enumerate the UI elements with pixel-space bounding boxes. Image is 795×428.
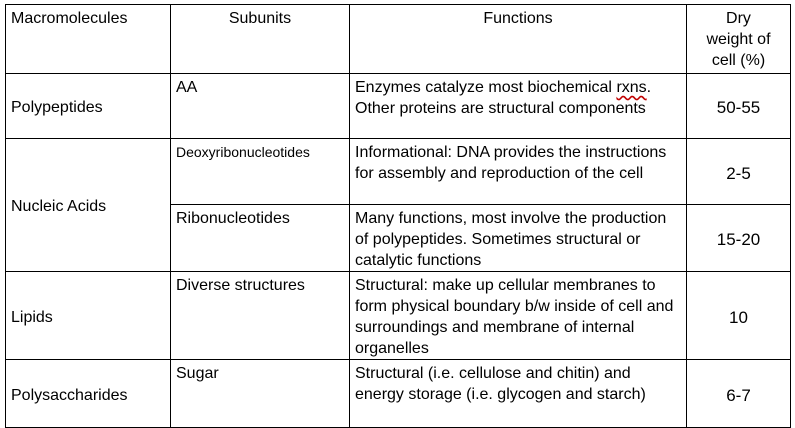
dry-weight-cell: 2-5 [687, 139, 791, 205]
header-row [6, 5, 791, 74]
dry-weight-cell: 10 [687, 272, 791, 360]
table-row [6, 272, 791, 360]
macromolecule-cell: Polypeptides [6, 74, 171, 139]
function-cell [350, 74, 687, 139]
table-row [6, 360, 791, 428]
macromolecules-table [5, 4, 791, 428]
function-cell: Many functions, most involve the production of polypeptides. Sometimes structural or catalytic functions [350, 205, 687, 272]
table-row [6, 139, 791, 205]
misspelled-word: rxns [616, 79, 647, 96]
header-dry-weight [687, 5, 791, 74]
subunit-cell: AA [171, 74, 350, 139]
function-text-b: . Other proteins are structural components [355, 79, 652, 117]
macromolecule-cell: Polysaccharides [6, 360, 171, 428]
header-dry-line2: weight of [706, 31, 771, 48]
header-functions: Functions [350, 5, 687, 74]
subunit-cell: Deoxyribonucleotides [171, 139, 350, 205]
subunit-cell: Sugar [171, 360, 350, 428]
header-dry-line1: Dry [726, 10, 751, 27]
header-macromolecules: Macromolecules [6, 5, 171, 74]
dry-weight-cell: 15-20 [687, 205, 791, 272]
table-row [6, 74, 791, 139]
macromolecule-cell: Lipids [6, 272, 171, 360]
function-cell: Informational: DNA provides the instructions for assembly and reproduction of the cell [350, 139, 687, 205]
macromolecule-cell: Nucleic Acids [6, 139, 171, 272]
header-subunits: Subunits [171, 5, 350, 74]
subunit-cell: Diverse structures [171, 272, 350, 360]
dry-weight-cell: 50-55 [687, 74, 791, 139]
function-cell: Structural: make up cellular membranes to form physical boundary b/w inside of cell and surroundings and membrane of internal organelles [350, 272, 687, 360]
subunit-cell: Ribonucleotides [171, 205, 350, 272]
function-cell: Structural (i.e. cellulose and chitin) and energy storage (i.e. glycogen and starch) [350, 360, 687, 428]
function-text-a: Enzymes catalyze most biochemical [355, 79, 612, 96]
header-dry-line3: cell (%) [711, 52, 766, 69]
dry-weight-cell: 6-7 [687, 360, 791, 428]
